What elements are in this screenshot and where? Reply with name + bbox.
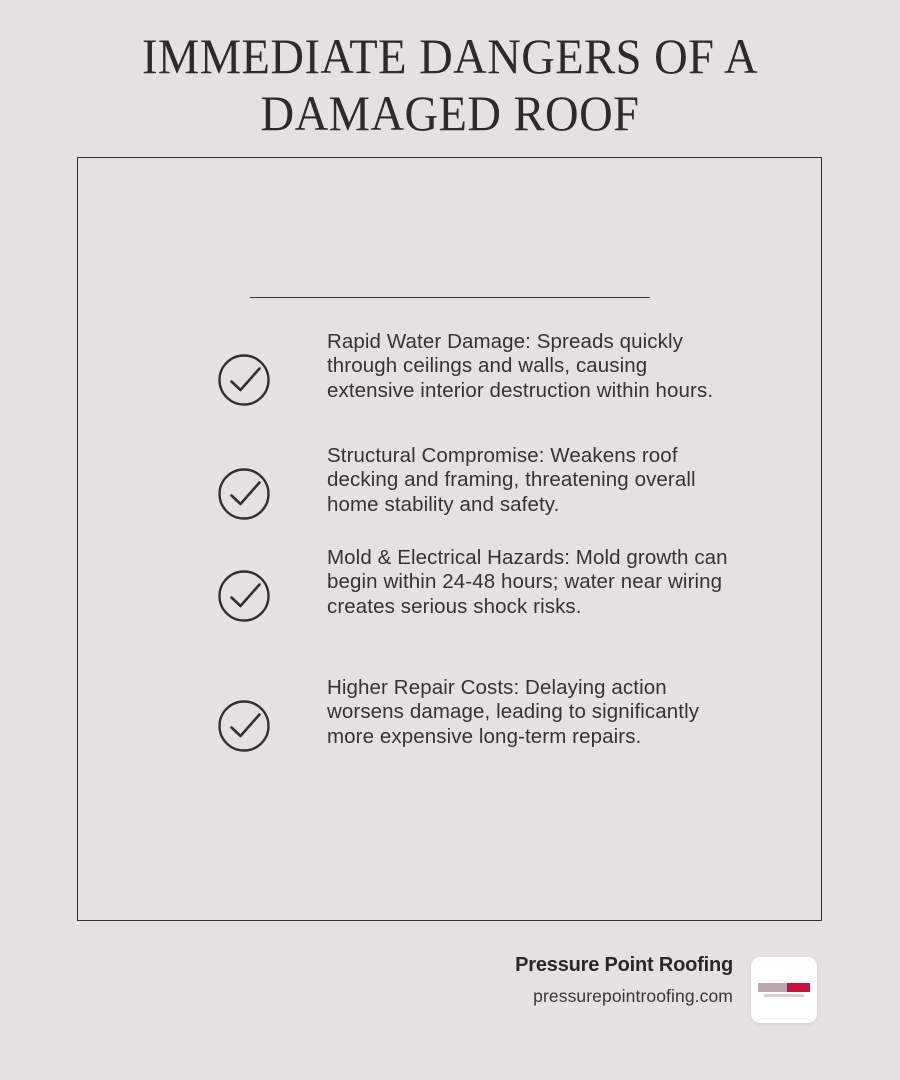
list-item-text: Mold & Electrical Hazards: Mold growth can begin within 24-48 hours; water near wiring creates serious shock risks. [327,546,728,618]
divider-rule [250,297,650,298]
check-circle-icon [213,444,275,522]
list-item-text: Higher Repair Costs: Delaying action worsens damage, leading to significantly more expensive long-term repairs. [327,676,700,748]
list-item-text: Structural Compromise: Weakens roof decking and framing, threatening overall home stability and safety. [327,444,696,516]
danger-list [213,330,733,754]
page-title: IMMEDIATE DANGERS OF A DAMAGED ROOF [141,28,759,141]
brand-block [313,952,733,1008]
logo-mark-right [787,983,810,992]
pressure-point-roofing-logo-icon [758,983,810,992]
brand-website[interactable]: pressurepointroofing.com [533,986,733,1006]
check-circle-icon [213,330,275,408]
check-circle-icon [213,546,275,624]
logo-mark-left [758,983,787,992]
list-item [213,676,733,754]
brand-name: Pressure Point Roofing [515,954,733,976]
logo-subtext-bar [764,994,804,997]
list-item [213,546,733,624]
brand-logo-tile [751,957,817,1023]
list-item [213,444,733,522]
footer [0,952,900,1042]
list-item [213,330,733,408]
check-circle-icon [213,676,275,754]
list-item-text: Rapid Water Damage: Spreads quickly through ceilings and walls, causing extensive interior destruction within hours. [327,330,714,402]
